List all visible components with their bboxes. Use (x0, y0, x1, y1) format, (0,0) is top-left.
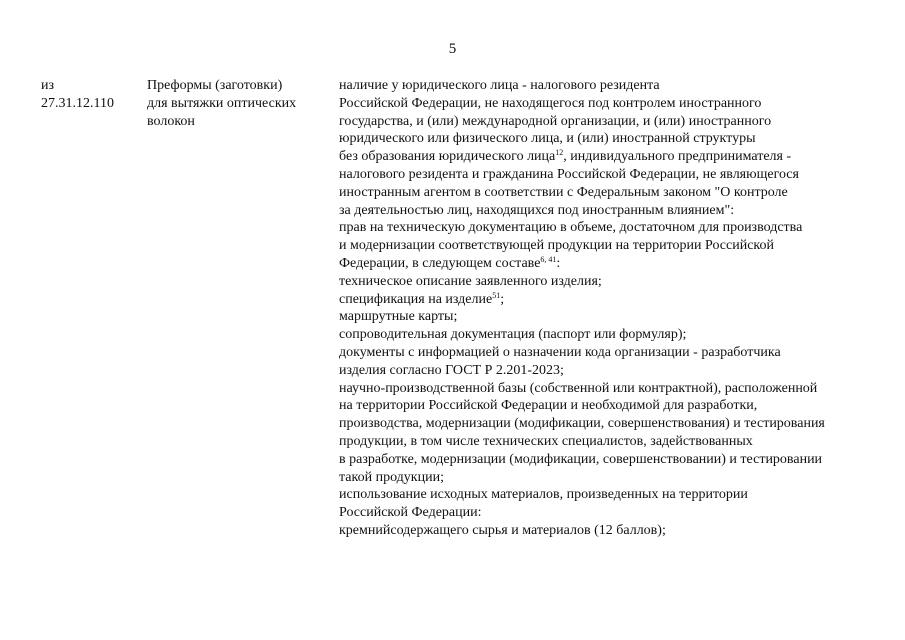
requirement-text: сопроводительная документация (паспорт или формуляр); (339, 327, 687, 343)
footnote-reference: 51 (492, 290, 501, 300)
requirement-text: Федерации, в следующем составе (339, 255, 541, 271)
requirement-text: Российской Федерации, не находящегося под контролем иностранного (339, 95, 762, 111)
requirement-text: использование исходных материалов, произведенных на территории (339, 487, 748, 503)
requirement-line (339, 522, 879, 540)
page-number: 5 (448, 41, 457, 57)
product-name-line: Преформы (заготовки) (147, 78, 283, 93)
requirement-text: документы с информацией о назначении кода организации - разработчика (339, 344, 781, 360)
requirement-text: научно-производственной базы (собственной или контрактной), расположенной (339, 380, 818, 396)
footnote-reference: 12 (555, 148, 564, 158)
requirement-text: налогового резидента и гражданина Российской Федерации, не являющегося (339, 166, 799, 182)
requirement-line (339, 237, 879, 255)
requirement-line (339, 415, 879, 433)
requirement-text: государства, и (или) международной организации, и (или) иностранного (339, 113, 772, 129)
requirement-line (339, 166, 879, 184)
requirement-text: техническое описание заявленного изделия; (339, 273, 602, 289)
requirement-line (339, 451, 879, 469)
requirement-text: продукции, в том числе технических специалистов, задействованных (339, 433, 753, 449)
requirement-line (339, 273, 879, 291)
requirement-line (339, 486, 879, 504)
product-code-prefix: из (41, 78, 55, 93)
requirement-text: иностранным агентом в соответствии с Федеральным законом "О контроле (339, 184, 788, 200)
requirement-line (339, 291, 879, 309)
requirement-line (339, 148, 879, 166)
requirement-text: изделия согласно ГОСТ Р 2.201-2023; (339, 362, 564, 378)
requirement-line (339, 433, 879, 451)
requirement-line (339, 95, 879, 113)
requirement-text-tail: : (556, 255, 561, 271)
product-code-cell (41, 77, 136, 113)
requirement-text: спецификация на изделие (339, 291, 493, 307)
requirement-text: прав на техническую документацию в объеме, достаточном для производства (339, 220, 803, 236)
requirement-text: и модернизации соответствующей продукции на территории Российской (339, 238, 775, 254)
requirement-text: производства, модернизации (модификации, совершенствования) и тестирования (339, 416, 825, 432)
requirement-line (339, 397, 879, 415)
requirement-line (339, 184, 879, 202)
requirement-line (339, 344, 879, 362)
requirement-text: кремнийсодержащего сырья и материалов (12 баллов); (339, 522, 666, 538)
requirement-line (339, 362, 879, 380)
requirement-line (339, 202, 879, 220)
requirement-text: маршрутные карты; (339, 309, 458, 325)
requirement-line (339, 504, 879, 522)
product-name-cell (147, 77, 327, 130)
footnote-reference: 6, 41 (540, 254, 557, 264)
requirement-text-tail: , индивидуального предпринимателя - (563, 149, 792, 165)
requirement-text: на территории Российской Федерации и необходимой для разработки, (339, 398, 758, 414)
requirement-text: без образования юридического лица (339, 149, 556, 165)
requirement-text: такой продукции; (339, 469, 444, 485)
requirement-text: наличие у юридического лица - налогового резидента (339, 78, 660, 93)
requirement-line (339, 326, 879, 344)
requirement-text: юридического или физического лица, и (или) иностранной структуры (339, 131, 756, 147)
requirement-line (339, 130, 879, 148)
requirement-text: в разработке, модернизации (модификации, совершенствовании) и тестировании (339, 451, 823, 467)
product-code: 27.31.12.110 (41, 95, 114, 111)
product-name-line: волокон (147, 113, 195, 129)
requirement-text: за деятельностью лиц, находящихся под иностранным влиянием": (339, 202, 735, 218)
requirement-line (339, 380, 879, 398)
requirement-text: Российской Федерации: (339, 505, 482, 521)
requirement-line (339, 469, 879, 487)
requirement-text-tail: ; (500, 291, 505, 307)
requirements-cell (339, 77, 879, 540)
requirement-line (339, 219, 879, 237)
requirement-line (339, 113, 879, 131)
requirement-line (339, 308, 879, 326)
product-name-line: для вытяжки оптических (147, 95, 297, 111)
requirement-line (339, 77, 879, 95)
requirement-line (339, 255, 879, 273)
